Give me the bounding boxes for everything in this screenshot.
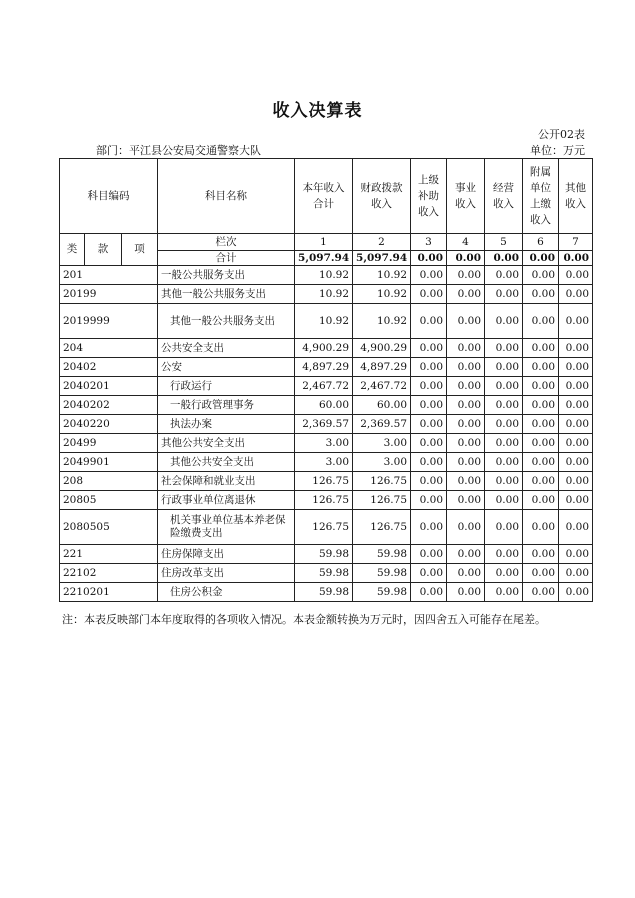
row-name: 其他一般公共服务支出 <box>158 304 295 339</box>
row-value-c2: 60.00 <box>353 396 411 415</box>
row-name: 住房保障支出 <box>158 545 295 564</box>
row-value-c2: 126.75 <box>353 510 411 545</box>
header-xiang: 项 <box>122 234 158 266</box>
row-value-c3: 0.00 <box>411 377 447 396</box>
row-value-c6: 0.00 <box>523 564 559 583</box>
header-c6: 附属单位上缴收入 <box>523 159 559 234</box>
row-code: 2019999 <box>60 304 158 339</box>
row-value-c5: 0.00 <box>485 583 523 602</box>
row-code: 22102 <box>60 564 158 583</box>
total-c2: 5,097.94 <box>353 251 411 266</box>
row-value-c3: 0.00 <box>411 396 447 415</box>
row-value-c4: 0.00 <box>447 472 485 491</box>
row-value-c3: 0.00 <box>411 339 447 358</box>
row-value-c6: 0.00 <box>523 472 559 491</box>
row-value-c7: 0.00 <box>559 472 593 491</box>
total-c5: 0.00 <box>485 251 523 266</box>
row-value-c5: 0.00 <box>485 434 523 453</box>
row-value-c4: 0.00 <box>447 510 485 545</box>
form-number: 公开02表 <box>538 128 585 141</box>
table-row <box>60 266 593 285</box>
row-name: 其他一般公共服务支出 <box>158 285 295 304</box>
row-value-c6: 0.00 <box>523 510 559 545</box>
row-value-c7: 0.00 <box>559 377 593 396</box>
row-value-c2: 2,467.72 <box>353 377 411 396</box>
total-c3: 0.00 <box>411 251 447 266</box>
row-value-c3: 0.00 <box>411 545 447 564</box>
row-value-c2: 59.98 <box>353 545 411 564</box>
row-value-c3: 0.00 <box>411 564 447 583</box>
row-value-c4: 0.00 <box>447 339 485 358</box>
row-code: 221 <box>60 545 158 564</box>
table-row <box>60 304 593 339</box>
row-value-c1: 126.75 <box>295 472 353 491</box>
total-label: 合计 <box>158 251 295 266</box>
row-value-c5: 0.00 <box>485 396 523 415</box>
header-c3: 上级补助收入 <box>411 159 447 234</box>
row-value-c5: 0.00 <box>485 304 523 339</box>
row-value-c5: 0.00 <box>485 491 523 510</box>
row-value-c2: 59.98 <box>353 583 411 602</box>
row-value-c7: 0.00 <box>559 266 593 285</box>
row-value-c7: 0.00 <box>559 396 593 415</box>
row-name: 其他公共安全支出 <box>158 434 295 453</box>
header-row <box>60 159 593 234</box>
row-code: 2049901 <box>60 453 158 472</box>
row-value-c4: 0.00 <box>447 434 485 453</box>
row-value-c7: 0.00 <box>559 339 593 358</box>
row-value-c7: 0.00 <box>559 564 593 583</box>
row-value-c5: 0.00 <box>485 377 523 396</box>
department-label: 部门：平江县公安局交通警察大队 <box>96 144 261 157</box>
table-row <box>60 358 593 377</box>
row-value-c1: 59.98 <box>295 564 353 583</box>
row-code: 20199 <box>60 285 158 304</box>
header-c1: 本年收入合计 <box>295 159 353 234</box>
row-value-c1: 4,897.29 <box>295 358 353 377</box>
header-name: 科目名称 <box>158 159 295 234</box>
col-num-4: 4 <box>447 234 485 251</box>
row-value-c7: 0.00 <box>559 510 593 545</box>
row-value-c2: 10.92 <box>353 304 411 339</box>
row-value-c7: 0.00 <box>559 453 593 472</box>
footnote: 注：本表反映部门本年度取得的各项收入情况。本表金额转换为万元时，因四舍五入可能存在尾差。 <box>62 613 546 626</box>
row-name: 行政事业单位离退休 <box>158 491 295 510</box>
row-value-c1: 60.00 <box>295 396 353 415</box>
row-value-c3: 0.00 <box>411 434 447 453</box>
row-value-c1: 3.00 <box>295 434 353 453</box>
row-value-c2: 2,369.57 <box>353 415 411 434</box>
row-value-c4: 0.00 <box>447 358 485 377</box>
row-code: 2040220 <box>60 415 158 434</box>
table-row <box>60 377 593 396</box>
row-value-c7: 0.00 <box>559 491 593 510</box>
row-value-c4: 0.00 <box>447 545 485 564</box>
page-title: 收入决算表 <box>272 101 363 121</box>
row-value-c1: 10.92 <box>295 266 353 285</box>
row-value-c1: 2,369.57 <box>295 415 353 434</box>
row-value-c2: 3.00 <box>353 434 411 453</box>
row-value-c3: 0.00 <box>411 583 447 602</box>
row-value-c6: 0.00 <box>523 358 559 377</box>
col-num-7: 7 <box>559 234 593 251</box>
row-code: 201 <box>60 266 158 285</box>
table-row <box>60 545 593 564</box>
row-value-c4: 0.00 <box>447 285 485 304</box>
total-c1: 5,097.94 <box>295 251 353 266</box>
total-c6: 0.00 <box>523 251 559 266</box>
row-value-c4: 0.00 <box>447 415 485 434</box>
column-number-row <box>60 234 593 251</box>
row-value-c5: 0.00 <box>485 415 523 434</box>
header-kuan: 款 <box>85 234 122 266</box>
table-row <box>60 491 593 510</box>
row-value-c7: 0.00 <box>559 304 593 339</box>
row-value-c6: 0.00 <box>523 583 559 602</box>
header-c5: 经营收入 <box>485 159 523 234</box>
row-value-c7: 0.00 <box>559 415 593 434</box>
row-value-c2: 10.92 <box>353 285 411 304</box>
row-value-c2: 126.75 <box>353 472 411 491</box>
row-value-c6: 0.00 <box>523 434 559 453</box>
row-name: 公安 <box>158 358 295 377</box>
row-value-c1: 10.92 <box>295 285 353 304</box>
table-row <box>60 510 593 545</box>
row-value-c6: 0.00 <box>523 396 559 415</box>
total-c7: 0.00 <box>559 251 593 266</box>
row-value-c6: 0.00 <box>523 285 559 304</box>
row-value-c1: 126.75 <box>295 491 353 510</box>
table-row <box>60 339 593 358</box>
table-row <box>60 285 593 304</box>
table-row <box>60 472 593 491</box>
col-num-3: 3 <box>411 234 447 251</box>
row-value-c4: 0.00 <box>447 304 485 339</box>
row-name: 住房改革支出 <box>158 564 295 583</box>
row-value-c2: 4,900.29 <box>353 339 411 358</box>
row-value-c1: 4,900.29 <box>295 339 353 358</box>
row-value-c5: 0.00 <box>485 285 523 304</box>
row-value-c3: 0.00 <box>411 266 447 285</box>
row-code: 20402 <box>60 358 158 377</box>
row-value-c6: 0.00 <box>523 304 559 339</box>
table-row <box>60 583 593 602</box>
row-value-c3: 0.00 <box>411 304 447 339</box>
row-value-c6: 0.00 <box>523 415 559 434</box>
row-value-c3: 0.00 <box>411 472 447 491</box>
row-value-c7: 0.00 <box>559 434 593 453</box>
row-value-c3: 0.00 <box>411 510 447 545</box>
row-value-c4: 0.00 <box>447 266 485 285</box>
row-code: 2040201 <box>60 377 158 396</box>
row-name: 住房公积金 <box>158 583 295 602</box>
row-value-c6: 0.00 <box>523 339 559 358</box>
row-value-c5: 0.00 <box>485 339 523 358</box>
col-num-2: 2 <box>353 234 411 251</box>
row-name: 行政运行 <box>158 377 295 396</box>
row-name: 公共安全支出 <box>158 339 295 358</box>
row-value-c5: 0.00 <box>485 510 523 545</box>
header-lanci: 栏次 <box>158 234 295 251</box>
row-value-c5: 0.00 <box>485 266 523 285</box>
row-code: 2080505 <box>60 510 158 545</box>
row-name: 其他公共安全支出 <box>158 453 295 472</box>
header-code: 科目编码 <box>60 159 158 234</box>
row-value-c5: 0.00 <box>485 564 523 583</box>
row-value-c4: 0.00 <box>447 491 485 510</box>
row-value-c7: 0.00 <box>559 358 593 377</box>
row-value-c4: 0.00 <box>447 453 485 472</box>
table-row <box>60 564 593 583</box>
row-value-c2: 4,897.29 <box>353 358 411 377</box>
row-value-c1: 126.75 <box>295 510 353 545</box>
row-code: 2210201 <box>60 583 158 602</box>
row-name: 一般公共服务支出 <box>158 266 295 285</box>
row-value-c6: 0.00 <box>523 266 559 285</box>
row-value-c5: 0.00 <box>485 472 523 491</box>
row-name: 社会保障和就业支出 <box>158 472 295 491</box>
row-value-c6: 0.00 <box>523 377 559 396</box>
row-value-c7: 0.00 <box>559 583 593 602</box>
col-num-1: 1 <box>295 234 353 251</box>
row-value-c2: 126.75 <box>353 491 411 510</box>
row-value-c4: 0.00 <box>447 583 485 602</box>
row-value-c1: 3.00 <box>295 453 353 472</box>
row-value-c5: 0.00 <box>485 453 523 472</box>
row-value-c1: 59.98 <box>295 545 353 564</box>
row-value-c3: 0.00 <box>411 415 447 434</box>
row-value-c6: 0.00 <box>523 545 559 564</box>
col-num-6: 6 <box>523 234 559 251</box>
col-num-5: 5 <box>485 234 523 251</box>
row-value-c2: 10.92 <box>353 266 411 285</box>
income-table <box>59 158 593 602</box>
total-c4: 0.00 <box>447 251 485 266</box>
row-code: 20499 <box>60 434 158 453</box>
table-row <box>60 434 593 453</box>
row-code: 20805 <box>60 491 158 510</box>
row-value-c4: 0.00 <box>447 396 485 415</box>
row-value-c7: 0.00 <box>559 285 593 304</box>
header-lei: 类 <box>60 234 85 266</box>
row-name: 一般行政管理事务 <box>158 396 295 415</box>
row-value-c1: 10.92 <box>295 304 353 339</box>
row-value-c7: 0.00 <box>559 545 593 564</box>
row-value-c4: 0.00 <box>447 564 485 583</box>
row-value-c1: 59.98 <box>295 583 353 602</box>
row-value-c3: 0.00 <box>411 285 447 304</box>
row-value-c6: 0.00 <box>523 453 559 472</box>
row-value-c3: 0.00 <box>411 453 447 472</box>
table-row <box>60 453 593 472</box>
row-name: 执法办案 <box>158 415 295 434</box>
row-code: 2040202 <box>60 396 158 415</box>
table-row <box>60 396 593 415</box>
row-value-c6: 0.00 <box>523 491 559 510</box>
row-value-c2: 59.98 <box>353 564 411 583</box>
row-value-c2: 3.00 <box>353 453 411 472</box>
header-c7: 其他收入 <box>559 159 593 234</box>
row-value-c3: 0.00 <box>411 491 447 510</box>
header-c4: 事业收入 <box>447 159 485 234</box>
unit-label: 单位：万元 <box>530 144 585 157</box>
table-row <box>60 415 593 434</box>
row-value-c3: 0.00 <box>411 358 447 377</box>
row-value-c4: 0.00 <box>447 377 485 396</box>
row-value-c1: 2,467.72 <box>295 377 353 396</box>
header-c2: 财政拨款收入 <box>353 159 411 234</box>
row-code: 204 <box>60 339 158 358</box>
row-value-c5: 0.00 <box>485 358 523 377</box>
row-value-c5: 0.00 <box>485 545 523 564</box>
row-code: 208 <box>60 472 158 491</box>
row-name: 机关事业单位基本养老保险缴费支出 <box>158 510 295 545</box>
